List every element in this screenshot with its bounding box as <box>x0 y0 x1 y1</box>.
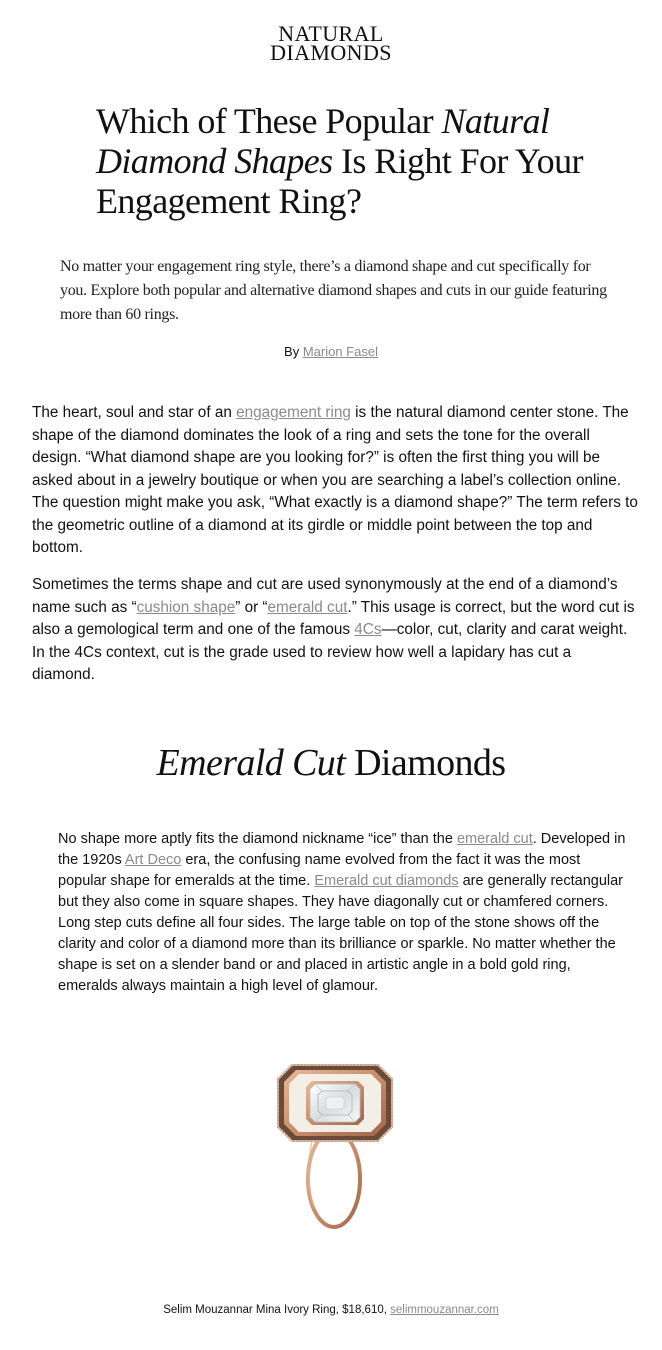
caption-text: Selim Mouzannar Mina Ivory Ring, $18,610, <box>163 1304 391 1316</box>
byline-prefix: By <box>284 344 303 359</box>
byline <box>0 344 662 360</box>
title-italic: Natural Diamond Shapes <box>96 101 550 181</box>
text-span: ” or “ <box>235 598 268 616</box>
ring-image <box>274 1057 396 1235</box>
emerald-cut-link[interactable]: emerald cut <box>456 831 533 847</box>
title-part-1: Which of These Popular <box>96 101 442 141</box>
title-part-2: Is Right For Your Engagement Ring? <box>96 141 583 221</box>
logo-line-2: DIAMONDS <box>270 40 392 65</box>
cushion-shape-link[interactable]: cushion shape <box>136 598 236 616</box>
image-caption <box>0 1302 662 1318</box>
article-subtitle: No matter your engagement ring style, there’s a diamond shape and cut specifically for you. Explore both popular and alternative diamond shapes and cuts in our guide featuring more than 60 rings. <box>60 258 607 323</box>
author-link[interactable]: Marion Fasel <box>302 344 378 359</box>
section-heading-rest: Diamonds <box>345 742 506 784</box>
text-span: .” This usage is correct, but the word cut is also a gemological term and one of the famous <box>32 598 635 638</box>
text-span: are generally rectangular but they also come in square shapes. They have diagonally cut or chamfered corners. Long step cuts define all four sides. The large table on top of the stone shows off the clarity and color of a diamond more than its brilliance or sparkle. No matter whether the shape is set on a slender band or and placed in artistic angle in a bold gold ring, emeralds always maintain a high level of glamour. <box>58 873 624 994</box>
intro-paragraph-1 <box>32 402 638 560</box>
text-span: Sometimes the terms shape and cut are used synonymously at the end of a diamond’s name such as “ <box>32 576 618 616</box>
section-heading <box>0 738 662 788</box>
section-paragraph <box>58 829 630 997</box>
emerald-cut-link[interactable]: emerald cut <box>267 598 348 616</box>
art-deco-link[interactable]: Art Deco <box>124 852 182 868</box>
article-title <box>96 101 596 221</box>
text-span: is the natural diamond center stone. The shape of the diamond dominates the look of a ring and sets the tone for the overall design. “What diamond shape are you looking for?” is often the first thing you will be asked about in a jewelry boutique or when you are searching a label’s collection online. The question might make you ask, “What exactly is a diamond shape?” The term refers to the geometric outline of a diamond at its girdle or middle point between the top and bottom. <box>32 404 638 556</box>
text-span: —color, cut, clarity and carat weight. In the 4Cs context, cut is the grade used to review how well a lapidary has cut a diamond. <box>32 621 628 683</box>
logo-line-1: NATURAL <box>278 21 384 46</box>
text-span: No shape more aptly fits the diamond nickname “ice” than the <box>58 831 457 847</box>
text-span: era, the confusing name evolved from the fact it was the most popular shape for emeralds at the time. <box>58 852 581 889</box>
emerald-cut-diamonds-link[interactable]: Emerald cut diamonds <box>314 873 459 889</box>
retailer-link[interactable]: selimmouzannar.com <box>390 1304 499 1316</box>
intro-paragraph-2 <box>32 574 638 687</box>
text-span: . Developed in the 1920s <box>58 831 626 868</box>
text-span: The heart, soul and star of an <box>32 404 237 421</box>
site-logo[interactable] <box>0 21 662 65</box>
4cs-link[interactable]: 4Cs <box>354 621 382 638</box>
section-heading-italic: Emerald Cut <box>156 742 346 784</box>
engagement-ring-link[interactable]: engagement ring <box>236 404 351 421</box>
